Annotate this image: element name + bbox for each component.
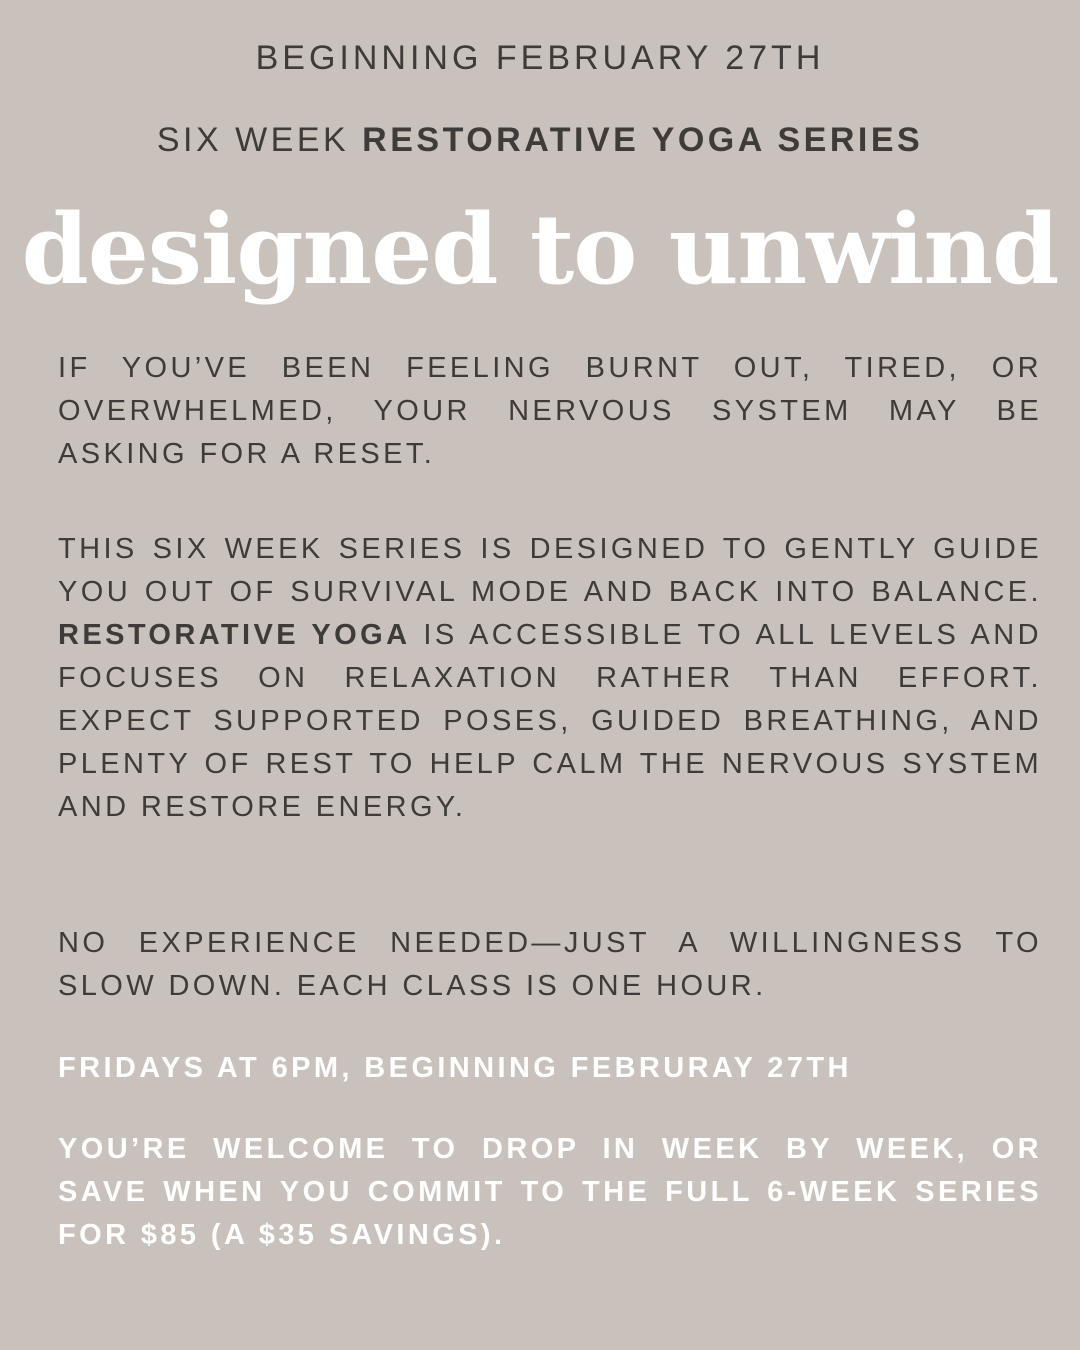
intro-paragraph: IF YOU’VE BEEN FEELING BURNT OUT, TIRED, OR OVERWHELMED, YOUR NERVOUS SYSTEM MAY BE ASKING FOR A RESET. [58, 352, 1042, 470]
main-headline: designed to unwind [21, 193, 1059, 306]
series-prefix: SIX WEEK [156, 121, 363, 159]
description-end: IS ACCESSIBLE TO ALL LEVELS AND FOCUSES ON RELAXATION RATHER THAN EFFORT. EXPECT SUPPORTED POSES, GUIDED BREATHING, AND PLENTY OF REST TO HELP CALM THE NERVOUS SYSTEM AND RESTORE ENERGY. [58, 619, 1042, 823]
description-start: THIS SIX WEEK SERIES IS DESIGNED TO GENTLY GUIDE YOU OUT OF SURVIVAL MODE AND BACK INTO BALANCE. [58, 533, 1042, 608]
schedule-text: FRIDAYS AT 6PM, BEGINNING FEBRURAY 27TH [58, 1052, 852, 1084]
description-highlight: RESTORATIVE YOGA [58, 619, 411, 651]
start-date-heading: BEGINNING FEBRUARY 27TH [255, 39, 825, 77]
experience-paragraph: NO EXPERIENCE NEEDED—JUST A WILLINGNESS TO SLOW DOWN. EACH CLASS IS ONE HOUR. [58, 927, 1042, 1002]
description-paragraph [58, 528, 1042, 829]
series-name: RESTORATIVE YOGA SERIES [362, 121, 924, 159]
series-subtitle [0, 120, 1080, 160]
pricing-text: YOU’RE WELCOME TO DROP IN WEEK BY WEEK, OR SAVE WHEN YOU COMMIT TO THE FULL 6-WEEK SERIES FOR $85 (A $35 SAVINGS). [58, 1133, 1042, 1251]
